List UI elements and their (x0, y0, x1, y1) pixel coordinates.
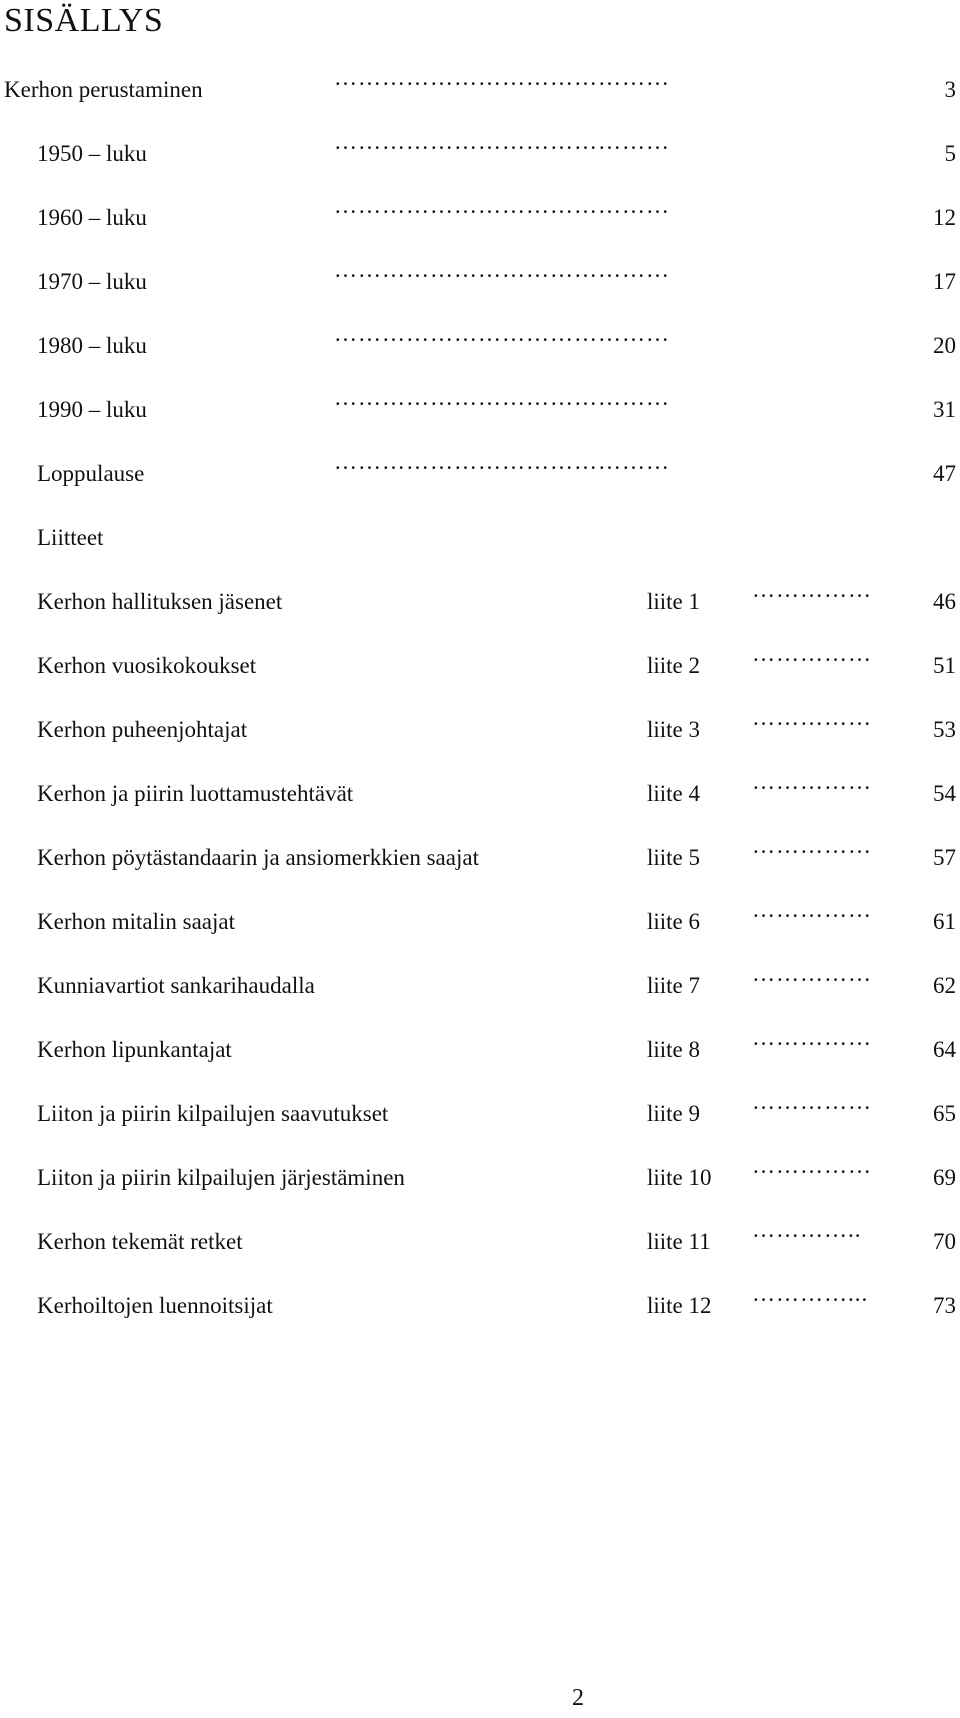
toc-entry-label: 1960 – luku (37, 205, 147, 230)
appendix-entry[interactable] (0, 1153, 960, 1198)
toc-entry-label: 1970 – luku (37, 269, 147, 294)
appendix-liite-label: liite 6 (647, 909, 701, 934)
toc-entry[interactable] (0, 129, 960, 174)
toc-page-number: 20 (933, 333, 956, 358)
toc-leader-dots: …………………………………… (334, 385, 670, 410)
appendix-liite-label: liite 9 (647, 1101, 701, 1126)
appendix-liite-label: liite 10 (647, 1165, 712, 1190)
appendix-liite-label: liite 1 (647, 589, 701, 614)
toc-leader-dots: …………… (752, 1089, 872, 1114)
toc-leader-dots: …………… (752, 1153, 872, 1178)
toc-page-number: 47 (933, 461, 956, 486)
appendix-liite-label: liite 2 (647, 653, 701, 678)
toc-page-number: 31 (933, 397, 956, 422)
toc-leader-dots: …………………………………… (334, 65, 670, 90)
toc-page-number: 54 (933, 781, 956, 806)
appendix-entry[interactable] (0, 1281, 960, 1326)
toc-leader-dots: …………... (752, 1281, 869, 1306)
appendix-entry-label: Kerhon tekemät retket (37, 1229, 243, 1254)
toc-entry[interactable] (0, 385, 960, 430)
toc-page-number: 65 (933, 1101, 956, 1126)
appendix-entry[interactable] (0, 1217, 960, 1262)
appendix-entry-label: Kerhon vuosikokoukset (37, 653, 257, 678)
appendix-entry-label: Kerhon mitalin saajat (37, 909, 235, 934)
appendix-entry[interactable] (0, 577, 960, 622)
appendix-entry[interactable] (0, 769, 960, 814)
appendix-section-heading-row (0, 518, 960, 558)
appendix-entry-label: Kerhon pöytästandaarin ja ansiomerkkien saajat (37, 845, 479, 870)
toc-entry-label: 1950 – luku (37, 141, 147, 166)
appendix-liite-label: liite 4 (647, 781, 701, 806)
appendix-entry-label: Kunniavartiot sankarihaudalla (37, 973, 315, 998)
toc-page-number: 46 (933, 589, 956, 614)
toc-leader-dots: …………………………………… (334, 129, 670, 154)
appendix-entry-label: Liiton ja piirin kilpailujen järjestäminen (37, 1165, 405, 1190)
appendix-liite-label: liite 3 (647, 717, 701, 742)
footer-page-number: 2 (572, 1685, 584, 1711)
appendix-entry-label: Kerhon hallituksen jäsenet (37, 589, 283, 614)
appendix-entry-label: Kerhon puheenjohtajat (37, 717, 248, 742)
toc-page-number: 64 (933, 1037, 956, 1062)
appendix-entry[interactable] (0, 961, 960, 1006)
appendix-liite-label: liite 8 (647, 1037, 701, 1062)
appendix-liite-label: liite 7 (647, 973, 701, 998)
toc-page-number: 3 (944, 77, 956, 102)
appendix-entry[interactable] (0, 705, 960, 750)
toc-entry-label: Loppulause (37, 461, 145, 486)
appendix-entry-label: Kerhon ja piirin luottamustehtävät (37, 781, 354, 806)
toc-entry-label: 1980 – luku (37, 333, 147, 358)
appendix-liite-label: liite 5 (647, 845, 701, 870)
toc-leader-dots: ………….. (752, 1217, 862, 1242)
toc-page-number: 17 (933, 269, 956, 294)
appendix-entry[interactable] (0, 1025, 960, 1070)
appendix-section-heading: Liitteet (37, 525, 104, 550)
appendix-entry[interactable] (0, 1089, 960, 1134)
appendix-entry[interactable] (0, 641, 960, 686)
toc-leader-dots: …………………………………… (334, 193, 670, 218)
toc-leader-dots: …………… (752, 961, 872, 986)
toc-page-number: 69 (933, 1165, 956, 1190)
toc-page-number: 61 (933, 909, 956, 934)
toc-entry[interactable] (0, 321, 960, 366)
toc-leader-dots: …………… (752, 769, 872, 794)
appendix-entry[interactable] (0, 833, 960, 878)
toc-entry-label: 1990 – luku (37, 397, 147, 422)
toc-leader-dots: …………………………………… (334, 449, 670, 474)
appendix-entry[interactable] (0, 897, 960, 942)
toc-leader-dots: …………… (752, 897, 872, 922)
toc-leader-dots: …………… (752, 1025, 872, 1050)
toc-page-number: 70 (933, 1229, 956, 1254)
toc-entry[interactable] (0, 193, 960, 238)
toc-entry-label: Kerhon perustaminen (4, 77, 203, 102)
appendix-liite-label: liite 12 (647, 1293, 712, 1318)
appendix-liite-label: liite 11 (647, 1229, 711, 1254)
toc-page-number: 57 (933, 845, 956, 870)
appendix-entry-label: Kerhoiltojen luennoitsijat (37, 1293, 273, 1318)
toc-page-number: 53 (933, 717, 956, 742)
toc-leader-dots: …………… (752, 577, 872, 602)
toc-entry[interactable] (0, 449, 960, 494)
toc-page-number: 73 (933, 1293, 956, 1318)
appendix-entry-label: Kerhon lipunkantajat (37, 1037, 232, 1062)
toc-leader-dots: …………………………………… (334, 257, 670, 282)
toc-leader-dots: …………… (752, 833, 872, 858)
toc-entry[interactable] (0, 65, 960, 110)
toc-page-number: 51 (933, 653, 956, 678)
appendix-entry-label: Liiton ja piirin kilpailujen saavutukset (37, 1101, 389, 1126)
toc-entry[interactable] (0, 257, 960, 302)
toc-leader-dots: …………… (752, 705, 872, 730)
toc-page-number: 62 (933, 973, 956, 998)
toc-page-number: 5 (944, 141, 956, 166)
page-title: SISÄLLYS (4, 2, 164, 39)
toc-leader-dots: …………………………………… (334, 321, 670, 346)
toc-leader-dots: …………… (752, 641, 872, 666)
toc-page-number: 12 (933, 205, 956, 230)
